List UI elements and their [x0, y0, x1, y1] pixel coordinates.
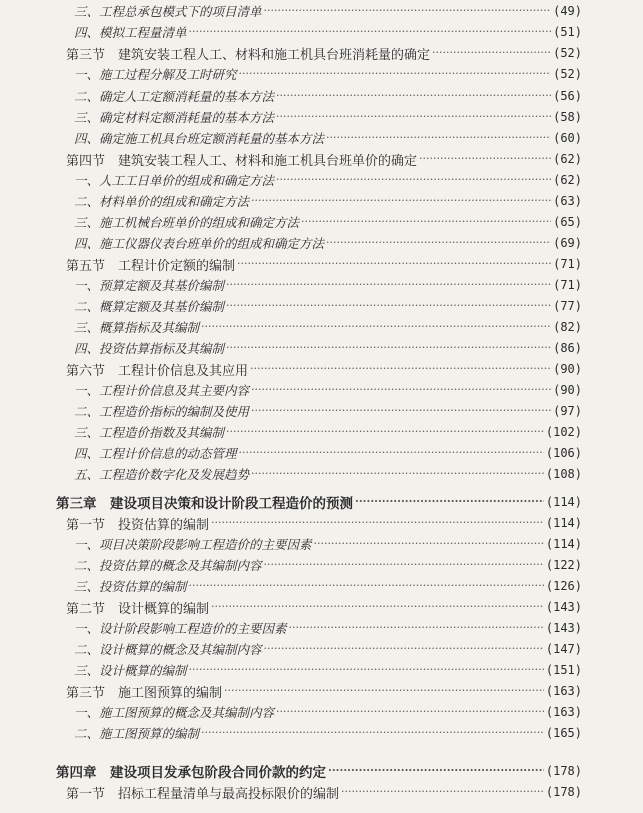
toc-entry-page: (147) [545, 642, 582, 656]
toc-section-title: 第三节 建筑安装工程人工、材料和施工机具台班消耗量的确定 [66, 47, 431, 63]
toc-entry[interactable] [74, 275, 582, 295]
toc-entry-page: (49) [553, 4, 582, 18]
toc-entry-page: (126) [545, 579, 582, 593]
toc-entry-title: 三、工程总承包模式下的项目清单 [74, 4, 262, 19]
toc-entry[interactable] [74, 317, 582, 337]
dot-leader [326, 128, 551, 148]
toc-entry-title: 三、投资估算的编制 [74, 579, 187, 594]
dot-leader [189, 576, 544, 596]
toc-entry-page: (114) [545, 495, 582, 509]
toc-entry[interactable] [74, 380, 582, 400]
toc-entry-page: (58) [553, 110, 582, 124]
toc-entry-page: (114) [545, 537, 582, 551]
toc-entry-page: (178) [545, 785, 582, 799]
toc-entry-title: 二、概算定额及其基价编制 [74, 299, 225, 314]
dot-leader [226, 422, 544, 442]
toc-entry-title: 一、设计阶段影响工程造价的主要因素 [74, 621, 287, 636]
toc-section-title: 第一节 招标工程量清单与最高投标限价的编制 [66, 786, 340, 802]
toc-entry-page: (65) [553, 215, 582, 229]
toc-entry-page: (71) [553, 278, 582, 292]
toc-chapter-title: 第三章 建设项目决策和设计阶段工程造价的预测 [56, 496, 353, 512]
toc-section-title: 第三节 施工图预算的编制 [66, 685, 223, 701]
dot-leader [276, 107, 551, 127]
dot-leader [419, 149, 551, 169]
toc-entry[interactable] [74, 422, 582, 442]
toc-chapter[interactable] [56, 761, 582, 781]
dot-leader [276, 86, 551, 106]
toc-section-title: 第一节 投资估算的编制 [66, 517, 210, 533]
toc-entry-title: 二、投资估算的概念及其编制内容 [74, 558, 262, 573]
dot-leader [289, 618, 544, 638]
toc-entry-page: (51) [553, 25, 582, 39]
toc-entry[interactable] [74, 107, 582, 127]
toc-section[interactable] [66, 149, 582, 169]
dot-leader [251, 401, 551, 421]
toc-entry-page: (178) [545, 764, 582, 778]
toc-chapter-title: 第四章 建设项目发承包阶段合同价款的约定 [56, 765, 326, 781]
toc-entry-page: (165) [545, 726, 582, 740]
toc-entry-page: (77) [553, 299, 582, 313]
dot-leader [314, 534, 544, 554]
toc-entry[interactable] [74, 296, 582, 316]
toc-entry[interactable] [74, 212, 582, 232]
toc-entry-title: 四、确定施工机具台班定额消耗量的基本方法 [74, 131, 325, 146]
toc-section-title: 第五节 工程计价定额的编制 [66, 258, 236, 274]
dot-leader [276, 702, 544, 722]
toc-entry-page: (60) [553, 131, 582, 145]
toc-entry[interactable] [74, 191, 582, 211]
toc-section[interactable] [66, 513, 582, 533]
dot-leader [355, 492, 544, 512]
dot-leader [276, 170, 551, 190]
toc-section[interactable] [66, 43, 582, 63]
toc-entry-title: 三、概算指标及其编制 [74, 320, 200, 335]
dot-leader [226, 275, 551, 295]
toc-section[interactable] [66, 597, 582, 617]
toc-entry-title: 三、施工机械台班单价的组成和确定方法 [74, 215, 300, 230]
dot-leader [251, 191, 551, 211]
toc-entry[interactable] [74, 639, 582, 659]
dot-leader [301, 212, 551, 232]
dot-leader [251, 380, 551, 400]
dot-leader [328, 761, 544, 781]
toc-entry-page: (102) [545, 425, 582, 439]
toc-entry[interactable] [74, 555, 582, 575]
toc-entry-page: (90) [553, 362, 582, 376]
dot-leader [237, 254, 551, 274]
toc-entry-title: 二、确定人工定额消耗量的基本方法 [74, 89, 275, 104]
toc-entry-page: (108) [545, 467, 582, 481]
dot-leader [432, 43, 551, 63]
toc-entry-title: 一、施工过程分解及工时研究 [74, 67, 237, 82]
toc-entry-title: 一、项目决策阶段影响工程造价的主要因素 [74, 537, 312, 552]
toc-entry[interactable] [74, 86, 582, 106]
toc-entry-page: (151) [545, 663, 582, 677]
toc-entry-page: (69) [553, 236, 582, 250]
dot-leader [189, 22, 552, 42]
toc-entry-page: (114) [545, 516, 582, 530]
toc-entry-title: 三、确定材料定额消耗量的基本方法 [74, 110, 275, 125]
dot-leader [264, 639, 544, 659]
toc-entry[interactable] [74, 660, 582, 680]
toc-entry-page: (52) [553, 67, 582, 81]
dot-leader [341, 782, 544, 802]
toc-entry-page: (56) [553, 89, 582, 103]
toc-entry-title: 一、预算定额及其基价编制 [74, 278, 225, 293]
dot-leader [326, 233, 551, 253]
dot-leader [264, 555, 544, 575]
dot-leader [239, 443, 544, 463]
toc-entry[interactable] [74, 170, 582, 190]
toc-entry[interactable] [74, 1, 582, 21]
toc-entry-title: 二、材料单价的组成和确定方法 [74, 194, 250, 209]
toc-entry-title: 一、人工工日单价的组成和确定方法 [74, 173, 275, 188]
dot-leader [201, 317, 551, 337]
toc-section-title: 第四节 建筑安装工程人工、材料和施工机具台班单价的确定 [66, 153, 418, 169]
dot-leader [224, 681, 544, 701]
toc-entry-page: (90) [553, 383, 582, 397]
toc-section[interactable] [66, 359, 582, 379]
toc-entry-title: 二、设计概算的概念及其编制内容 [74, 642, 262, 657]
dot-leader [211, 513, 544, 533]
dot-leader [250, 359, 551, 379]
toc-entry-page: (52) [553, 46, 582, 60]
toc-entry[interactable] [74, 464, 582, 484]
dot-leader [239, 64, 552, 84]
toc-entry[interactable] [74, 618, 582, 638]
dot-leader [201, 723, 544, 743]
toc-chapter[interactable] [56, 492, 582, 512]
toc-entry[interactable] [74, 233, 582, 253]
toc-entry-title: 一、工程计价信息及其主要内容 [74, 383, 250, 398]
toc-entry-page: (62) [553, 152, 582, 166]
toc-entry-page: (62) [553, 173, 582, 187]
toc-entry[interactable] [74, 576, 582, 596]
dot-leader [226, 296, 551, 316]
toc-entry-page: (143) [545, 600, 582, 614]
toc-section[interactable] [66, 254, 582, 274]
dot-leader [226, 338, 551, 358]
toc-entry-title: 二、施工图预算的编制 [74, 726, 200, 741]
toc-entry[interactable] [74, 723, 582, 743]
toc-entry-page: (82) [553, 320, 582, 334]
toc-entry-title: 三、设计概算的编制 [74, 663, 187, 678]
dot-leader [189, 660, 544, 680]
toc-entry-page: (97) [553, 404, 582, 418]
toc-entry[interactable] [74, 338, 582, 358]
toc-entry-page: (71) [553, 257, 582, 271]
toc-entry-title: 四、施工仪器仪表台班单价的组成和确定方法 [74, 236, 325, 251]
dot-leader [251, 464, 544, 484]
toc-entry-title: 四、工程计价信息的动态管理 [74, 446, 237, 461]
toc-entry-page: (106) [545, 446, 582, 460]
toc-entry[interactable] [74, 64, 582, 84]
toc-entry-title: 五、工程造价数字化及发展趋势 [74, 467, 250, 482]
toc-entry-title: 四、投资估算指标及其编制 [74, 341, 225, 356]
toc-entry-page: (63) [553, 194, 582, 208]
toc-entry[interactable] [74, 128, 582, 148]
dot-leader [211, 597, 544, 617]
toc-entry[interactable] [74, 702, 582, 722]
toc-entry-title: 二、工程造价指标的编制及使用 [74, 404, 250, 419]
dot-leader [264, 1, 552, 21]
toc-entry-title: 一、施工图预算的概念及其编制内容 [74, 705, 275, 720]
toc-section[interactable] [66, 782, 582, 802]
toc-section[interactable] [66, 681, 582, 701]
toc-entry-page: (122) [545, 558, 582, 572]
toc-entry-title: 三、工程造价指数及其编制 [74, 425, 225, 440]
toc-entry-page: (86) [553, 341, 582, 355]
toc-entry[interactable] [74, 401, 582, 421]
toc-entry[interactable] [74, 443, 582, 463]
toc-entry-page: (163) [545, 684, 582, 698]
toc-entry-page: (163) [545, 705, 582, 719]
toc-entry-page: (143) [545, 621, 582, 635]
toc-entry[interactable] [74, 22, 582, 42]
toc-entry-title: 四、模拟工程量清单 [74, 25, 187, 40]
toc-section-title: 第六节 工程计价信息及其应用 [66, 363, 249, 379]
toc-entry[interactable] [74, 534, 582, 554]
toc-section-title: 第二节 设计概算的编制 [66, 601, 210, 617]
